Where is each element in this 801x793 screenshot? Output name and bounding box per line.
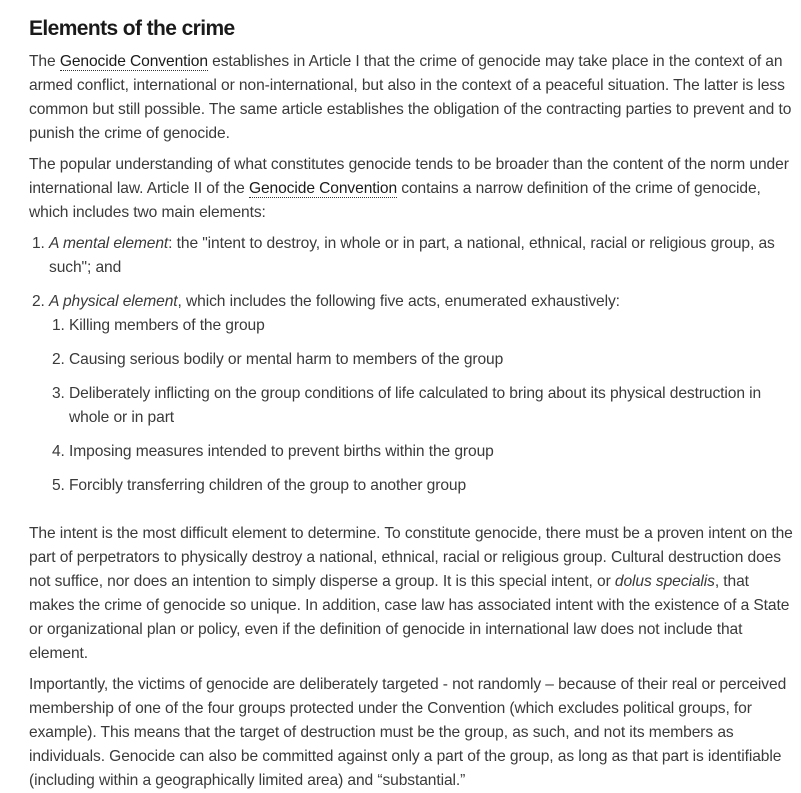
paragraph-4: Importantly, the victims of genocide are deliberately targeted - not randomly – because of their real or perceived membership of one of the four groups protected under the Convention (which excludes political groups, for example). This means that the target of destruction must be the group, as such, and not its members as individuals. Genocide can also be committed against only a part of the group, as long as that part is identifiable (including within a geographically limited area) and “substantial.” bbox=[29, 676, 787, 789]
genocide-convention-link[interactable]: Genocide Convention bbox=[59, 53, 208, 70]
act-item: 5. Forcibly transferring children of the group to another group bbox=[69, 474, 793, 498]
elements-list bbox=[29, 232, 793, 498]
paragraph-2-pre: The popular understanding of what constitutes genocide tends to be broader than the content of the norm under international law. Article II of the bbox=[29, 156, 789, 197]
paragraph-3-pre: The intent is the most difficult element to determine. To constitute genocide, there must be a proven intent on the part of perpetrators to physically destroy a national, ethnical, racial or religious group. Cultural destruction does not suffice, nor does an intention to simply disperse a group. It is this special intent, or bbox=[29, 525, 793, 590]
physical-element-text: , which includes the following five acts, enumerated exhaustively: bbox=[177, 293, 620, 310]
dolus-specialis-term: dolus specialis bbox=[614, 573, 715, 590]
paragraph-2 bbox=[29, 153, 793, 225]
paragraph-2-post: contains a narrow definition of the crime of genocide, which includes two main elements: bbox=[29, 180, 761, 221]
physical-element-term: A physical element bbox=[49, 293, 178, 310]
paragraph-1-post: establishes in Article I that the crime of genocide may take place in the context of an armed conflict, international or non-international, but also in the context of a peaceful situation. The latter is less common but still possible. The same article establishes the obligation of the contracting parties to prevent and to punish the crime of genocide. bbox=[29, 53, 792, 142]
list-spacer bbox=[29, 508, 793, 522]
paragraph-1 bbox=[29, 50, 793, 146]
act-item: 1. Killing members of the group bbox=[69, 314, 793, 338]
act-item: 2. Causing serious bodily or mental harm to members of the group bbox=[69, 348, 793, 372]
list-item-mental-element bbox=[49, 232, 793, 280]
paragraph-1-pre: The bbox=[29, 53, 60, 70]
act-item: 3. Deliberately inflicting on the group conditions of life calculated to bring about its physical destruction in whole or in part bbox=[69, 382, 793, 430]
list-item-physical-element bbox=[49, 290, 793, 498]
mental-element-text: : the "intent to destroy, in whole or in part, a national, ethnical, racial or religious group, as such"; and bbox=[49, 235, 775, 276]
genocide-convention-link[interactable]: Genocide Convention bbox=[248, 180, 398, 197]
mental-element-term: A mental element bbox=[49, 235, 169, 252]
paragraph-3-post: , that makes the crime of genocide so unique. In addition, case law has associated intent with the existence of a State or organizational plan or policy, even if the definition of genocide in international law does not include that element. bbox=[29, 573, 790, 662]
acts-list bbox=[49, 314, 793, 498]
act-item: 4. Imposing measures intended to prevent births within the group bbox=[69, 440, 793, 464]
section-heading: Elements of the crime bbox=[29, 17, 235, 40]
paragraph-3 bbox=[29, 522, 793, 666]
